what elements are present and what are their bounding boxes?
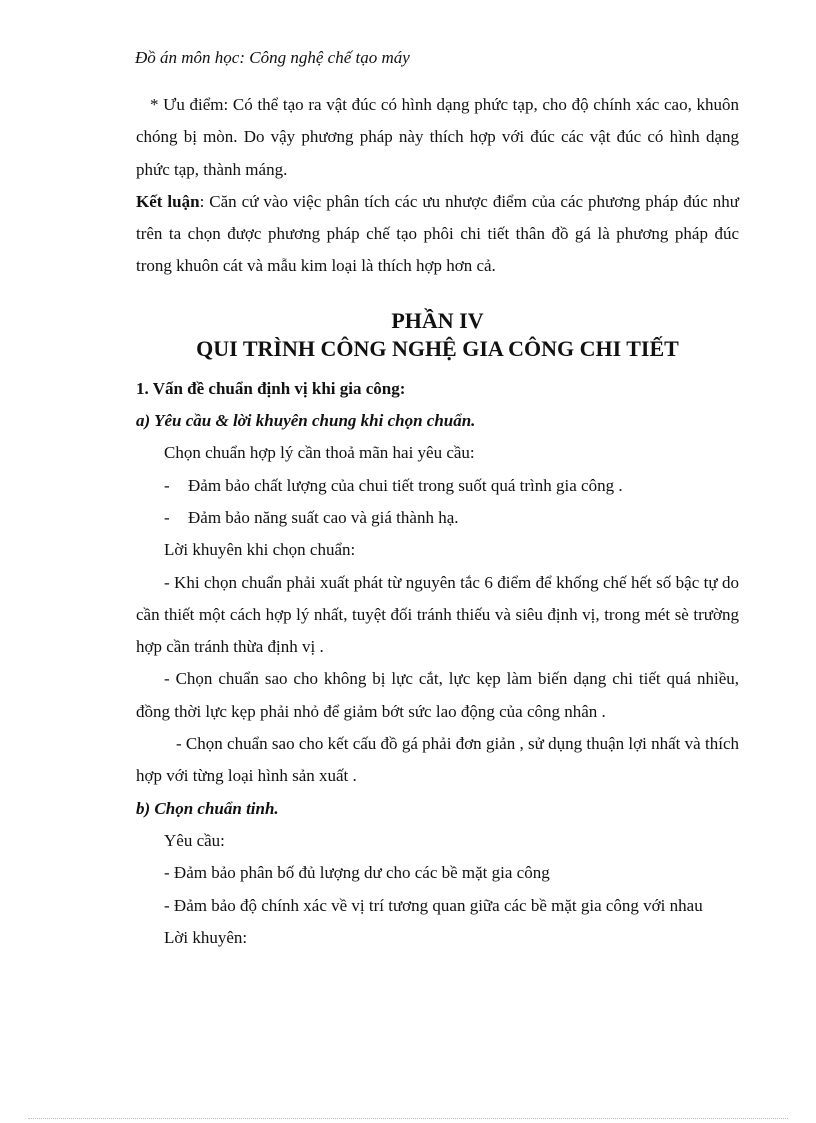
page-content <box>136 89 739 954</box>
requirement-text: Đảm bảo năng suất cao và giá thành hạ. <box>188 507 459 527</box>
advice-intro: Lời khuyên khi chọn chuẩn: <box>164 540 356 560</box>
requirement-label: Yêu cầu: <box>164 830 225 850</box>
heading-1: 1. Vấn đề chuẩn định vị khi gia công: <box>136 378 406 398</box>
spacer <box>136 283 739 307</box>
requirement-text: Đảm bảo chất lượng của chui tiết trong suốt quá trình gia công . <box>188 475 623 495</box>
section-part-title: PHẦN IV <box>391 307 484 333</box>
dash-marker: - <box>164 507 170 527</box>
requirements-intro: Chọn chuẩn hợp lý cần thoả mãn hai yêu cầu: <box>164 443 475 463</box>
spacer <box>136 363 739 373</box>
conclusion-paragraph <box>136 186 739 283</box>
advice-item: - Chọn chuẩn sao cho kết cấu đồ gá phải đơn giản , sử dụng thuận lợi nhất và thích hợp với từng loại hình sản xuất . <box>136 734 739 786</box>
fine-requirement-item: - Đảm bảo phân bố đủ lượng dư cho các bề mặt gia công <box>164 863 550 883</box>
heading-b: b) Chọn chuẩn tinh. <box>136 798 279 818</box>
requirement-item <box>136 470 739 502</box>
advice-item: - Chọn chuẩn sao cho không bị lực cắt, lực kẹp làm biến dạng chi tiết quá nhiều, đồng thời lực kẹp phải nhỏ để giảm bớt sức lao động của công nhân . <box>136 669 739 721</box>
section-main-title: QUI TRÌNH CÔNG NGHỆ GIA CÔNG CHI TIẾT <box>196 335 679 361</box>
advantages-paragraph: * Ưu điểm: Có thể tạo ra vật đúc có hình dạng phức tạp, cho độ chính xác cao, khuôn chóng bị mòn. Do vậy phương pháp này thích hợp với đúc các vật đúc có hình dạng phức tạp, thành máng. <box>136 95 739 179</box>
advice-item: - Khi chọn chuẩn phải xuất phát từ nguyên tắc 6 điểm để khống chế hết số bậc tự do cần thiết một cách hợp lý nhất, tuyệt đối tránh thiếu và siêu định vị, trong mét sè trường hợp cần tránh thừa định vị . <box>136 572 739 657</box>
page-bottom-divider <box>28 1118 788 1119</box>
fine-requirement-item: - Đảm bảo độ chính xác về vị trí tương quan giữa các bề mặt gia công với nhau <box>164 895 703 915</box>
page-header: Đồ án môn học: Công nghệ chế tạo máy <box>135 48 410 67</box>
dash-marker: - <box>164 475 170 495</box>
advice-label: Lời khuyên: <box>164 927 248 947</box>
requirement-item <box>136 502 739 534</box>
heading-a: a) Yêu cầu & lời khuyên chung khi chọn chuẩn. <box>136 411 476 431</box>
conclusion-text: : Căn cứ vào việc phân tích các ưu nhược điểm của các phương pháp đúc như trên ta chọn được phương pháp chế tạo phôi chi tiết thân đồ gá là phương pháp đúc trong khuôn cát và mẫu kim loại là thích hợp hơn cả. <box>136 191 740 276</box>
conclusion-label: Kết luận <box>136 191 200 211</box>
